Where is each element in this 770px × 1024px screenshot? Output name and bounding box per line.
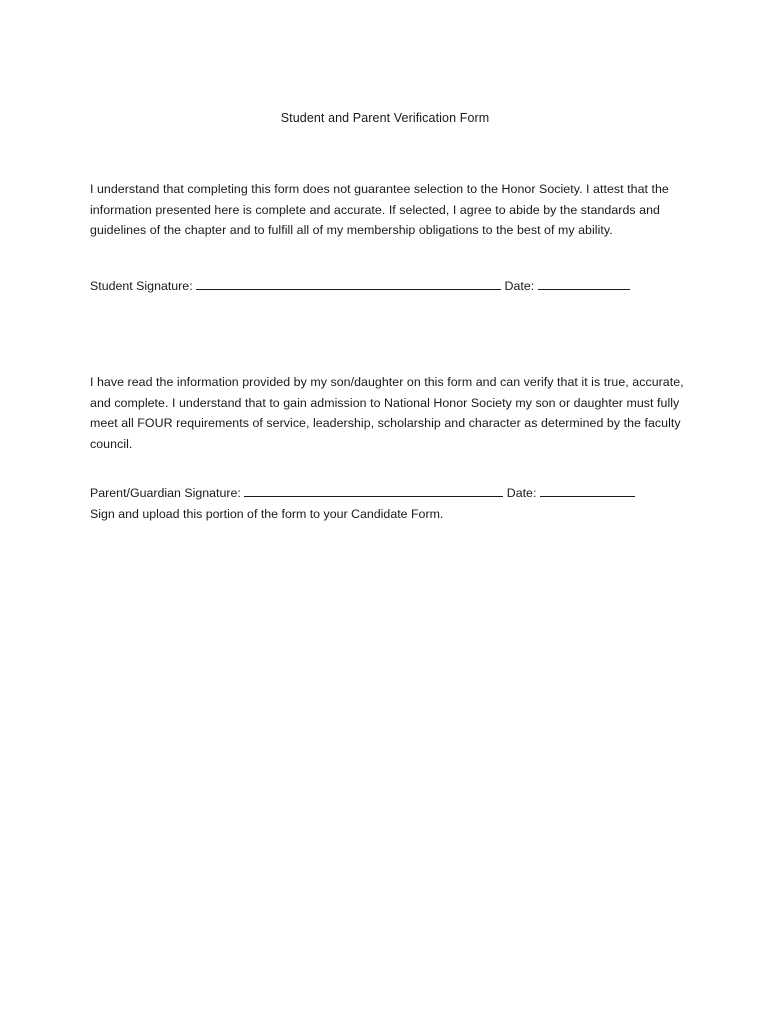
upload-instruction: Sign and upload this portion of the form to your Candidate Form.	[90, 507, 444, 521]
student-signature-line	[90, 277, 630, 295]
parent-date-label: Date:	[506, 486, 537, 500]
student-signature-label: Student Signature:	[90, 279, 193, 293]
form-title: Student and Parent Verification Form	[280, 111, 490, 125]
student-date-label: Date:	[504, 279, 535, 293]
student-statement: I understand that completing this form does not guarantee selection to the Honor Society. I attest that the information presented here is complete and accurate. If selected, I agree to abide by the standards and guidelines of the chapter and to fulfill all of my membership obligations to the best of my ability.	[90, 182, 669, 237]
parent-date-field[interactable]	[540, 485, 635, 497]
student-signature-field[interactable]	[196, 278, 501, 290]
parent-signature-line	[90, 484, 635, 502]
parent-signature-label: Parent/Guardian Signature:	[90, 486, 241, 500]
parent-signature-field[interactable]	[244, 485, 503, 497]
student-date-field[interactable]	[538, 278, 630, 290]
parent-statement: I have read the information provided by my son/daughter on this form and can verify that it is true, accurate, and complete. I understand that to gain admission to National Honor Society my son or daughter must fully meet all FOUR requirements of service, leadership, scholarship and character as determined by the faculty council.	[90, 375, 684, 451]
